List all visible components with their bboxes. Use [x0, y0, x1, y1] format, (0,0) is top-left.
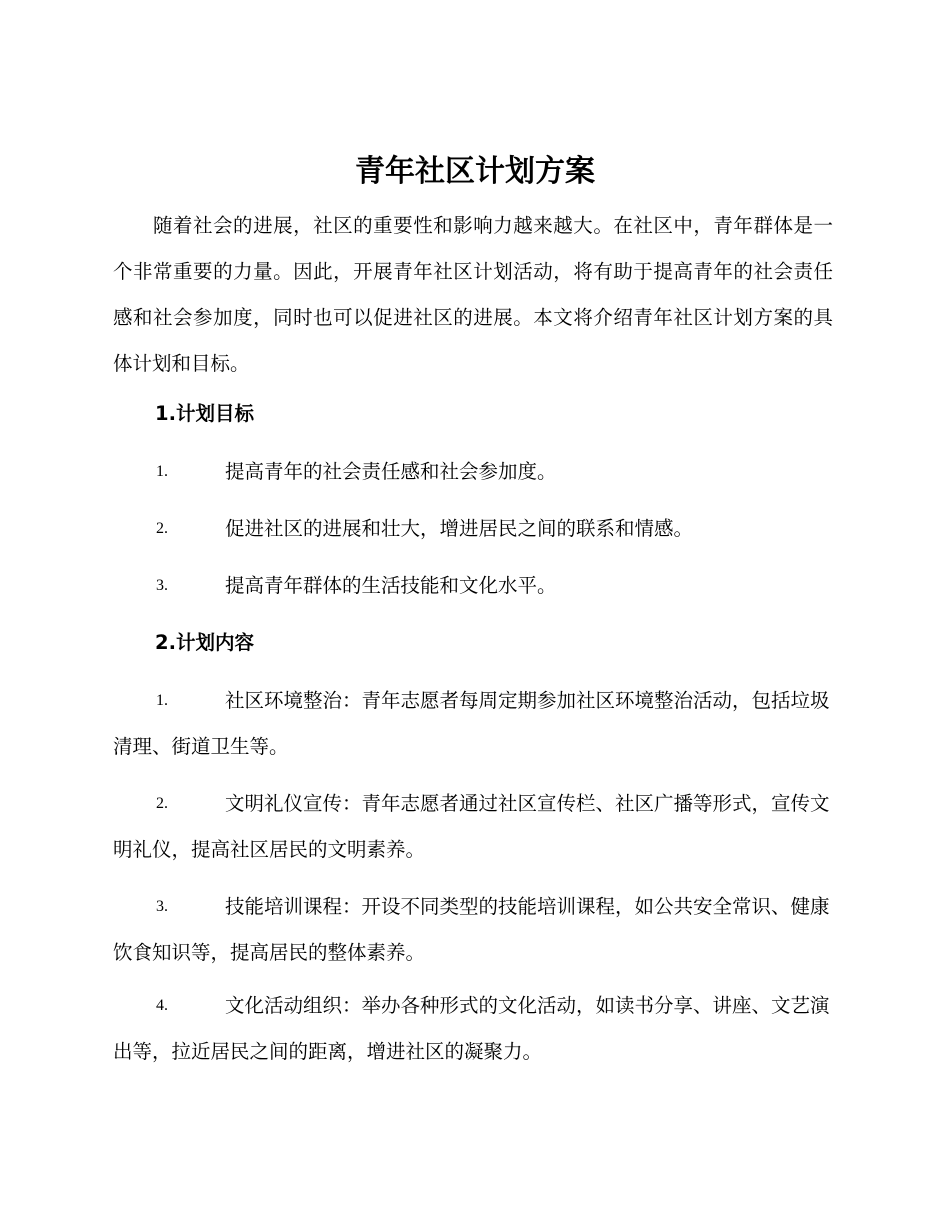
- section-heading-goals: 1.计划目标: [155, 402, 254, 425]
- document-title: 青年社区计划方案: [355, 154, 595, 189]
- intro-paragraph: 随着社会的进展，社区的重要性和影响力越来越大。在社区中，青年群体是一个非常重要的力量。因此，开展青年社区计划活动，将有助于提高青年的社会责任感和社会参加度，同时也可以促进社区的进展。本文将介绍青年社区计划方案的具体计划和目标。: [113, 214, 833, 375]
- list-item: [113, 506, 833, 552]
- list-item: [113, 563, 833, 609]
- section-heading-content: 2.计划内容: [155, 631, 254, 654]
- list-item: [113, 781, 833, 873]
- list-item-text: 促进社区的进展和壮大，增进居民之间的联系和情感。: [225, 517, 694, 540]
- list-item: [113, 884, 833, 976]
- list-item: [113, 678, 833, 770]
- list-item-number: 2.: [156, 520, 168, 537]
- list-item-text: 提高青年群体的生活技能和文化水平。: [225, 574, 557, 597]
- list-item-number: 4.: [156, 997, 168, 1014]
- list-item-number: 1.: [156, 692, 168, 709]
- list-item: [113, 983, 833, 1075]
- list-item-text: 技能培训课程：开设不同类型的技能培训课程，如公共安全常识、健康饮食知识等，提高居民的整体素养。: [113, 895, 830, 964]
- list-item-number: 2.: [156, 795, 168, 812]
- list-item-text: 提高青年的社会责任感和社会参加度。: [225, 460, 557, 483]
- list-item-text: 社区环境整治：青年志愿者每周定期参加社区环境整治活动，包括垃圾清理、街道卫生等。: [113, 689, 830, 758]
- list-item-number: 1.: [156, 463, 168, 480]
- list-item-number: 3.: [156, 898, 168, 915]
- list-item-text: 文化活动组织：举办各种形式的文化活动，如读书分享、讲座、文艺演出等，拉近居民之间的距离，增进社区的凝聚力。: [113, 994, 830, 1063]
- list-item-number: 3.: [156, 577, 168, 594]
- list-item: [113, 449, 833, 495]
- list-item-text: 文明礼仪宣传：青年志愿者通过社区宣传栏、社区广播等形式，宣传文明礼仪，提高社区居民的文明素养。: [113, 792, 830, 861]
